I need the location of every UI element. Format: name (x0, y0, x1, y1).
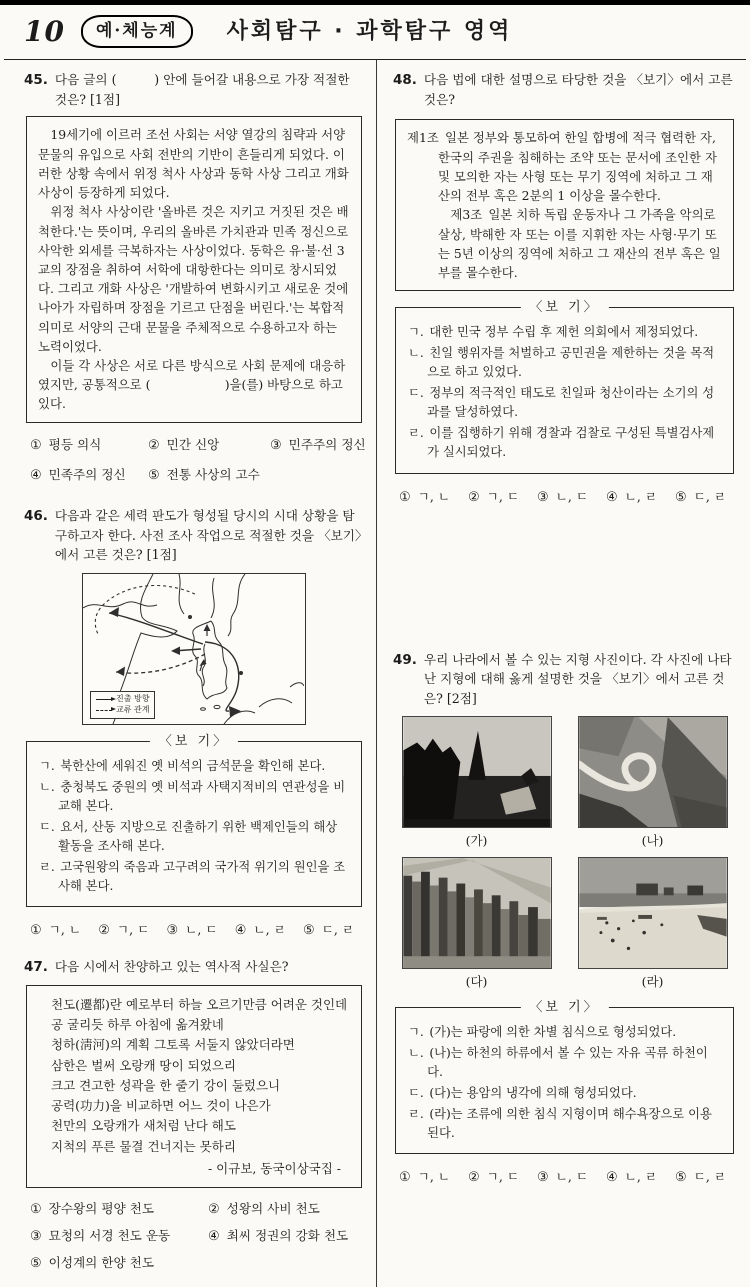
question-47 (24, 957, 364, 1275)
option: ③ ㄴ, ㄷ (166, 921, 218, 938)
option: ⑤ 이성계의 한양 천도 (30, 1255, 154, 1272)
question-45-passage-box (26, 116, 362, 422)
bogi-item: ㄴ. (나)는 하천의 하류에서 볼 수 있는 자유 곡류 하천이다. (408, 1045, 708, 1080)
question-49-bogi-box (395, 999, 734, 1154)
legend-label: 진출 방향 (116, 693, 150, 703)
option: ① 평등 의식 (30, 436, 102, 453)
question-49-photo-grid (393, 716, 736, 991)
option: ③ 민주주의 정신 (270, 436, 366, 453)
question-46-number: 46. (24, 507, 48, 524)
photo-label-ra: (라) (641, 973, 664, 989)
option: ⑤ 전통 사상의 고수 (148, 466, 260, 483)
bogi-title: 〈보 기〉 (520, 298, 608, 318)
passage-paragraph: 위정 척사 사상이란 '올바른 것은 지키고 거짓된 것은 배척한다.'는 뜻이며, 우리의 올바른 가치관과 민족 정신으로 사악한 외세를 극복하자는 사상이었다. 동학은 유·불·선 3교의 장점을 취하여 서학에 대항한다는 의미로 창시되었다. 그리고 개화 사상은 '개발하여 변화시키고 새로운 것에 나아가 자립하며 장점을 기르고 단점을 버린다.'는 복합적 의미로 서양의 근대 문물을 주체적으로 수용하고자 하는 노력이었다. (38, 204, 349, 354)
poem-line: 청하(淸河)의 계획 그토록 서둘지 않았더라면 (51, 1037, 295, 1053)
option: ③ ㄴ, ㄷ (537, 488, 588, 505)
option: ② 성왕의 사비 천도 (208, 1201, 320, 1218)
two-column-body (0, 60, 750, 1286)
question-47-poem-box (26, 985, 362, 1188)
option: ② 민간 신앙 (148, 436, 220, 453)
bogi-title: 〈보 기〉 (150, 732, 238, 752)
photo-cell (578, 857, 728, 991)
track-badge: 예·체능계 (81, 15, 193, 48)
passage-paragraph: 19세기에 이르러 조선 사회는 서양 열강의 침략과 서양 문물의 유입으로 사회 전반의 기반이 흔들리게 되었다. 이러한 상황 속에서 위정 척사 사상과 동학 사상 그리고 개화 사상이 등장하게 되었다. (38, 127, 349, 201)
question-48-law-box (395, 119, 734, 291)
photo-ra-beach-image (578, 857, 728, 969)
question-48-number: 48. (393, 72, 417, 89)
exam-section-title: 사회탐구 · 과학탐구 영역 (226, 18, 513, 44)
option: ⑤ ㄷ, ㄹ (675, 1169, 726, 1186)
photo-label-ga: (가) (465, 833, 488, 849)
photo-cell (402, 716, 552, 850)
dashed-arrow-icon (96, 710, 112, 711)
bogi-item: ㄱ. (가)는 파랑에 의한 차별 침식으로 형성되었다. (408, 1024, 677, 1039)
question-46 (24, 506, 364, 941)
option: ④ 최씨 정권의 강화 천도 (208, 1228, 349, 1245)
question-45-stem: 다음 글의 ( ) 안에 들어갈 내용으로 가장 적절한 것은? [1점] (54, 72, 350, 107)
question-45 (24, 70, 364, 486)
law-article: 제1조 일본 정부와 통모하여 한일 합병에 적극 협력한 자, 한국의 주권을 침해하는 조약 또는 문서에 조인한 자 및 모의한 자는 사형 또는 무기 징역에 처하고 그 재산의 전부 혹은 2분의 1 이상을 몰수한다. (407, 130, 717, 204)
option: ① ㄱ, ㄴ (399, 1169, 450, 1186)
option: ② ㄱ, ㄷ (468, 488, 519, 505)
bogi-item: ㄹ. 이를 집행하기 위해 경찰과 검찰로 구성된 특별검사제가 실시되었다. (408, 426, 715, 460)
question-48-options (393, 484, 736, 508)
photo-label-na: (나) (641, 833, 664, 849)
question-46-bogi-box (26, 733, 362, 907)
right-column (376, 60, 750, 1286)
photo-cell (402, 857, 552, 991)
photo-na-incised-meander-image (578, 716, 728, 828)
legend-row-exchange (96, 705, 149, 716)
bogi-item: ㄷ. 요서, 산동 지방으로 진출하기 위한 백제인들의 해상 활동을 조사해 본다. (39, 819, 338, 853)
question-46-stem: 다음과 같은 세력 판도가 형성될 당시의 시대 상황을 탐구하고자 한다. 사전 조사 작업으로 적절한 것을 〈보기〉에서 고른 것은? [1점] (54, 507, 362, 563)
bogi-item: ㄹ. 고국원왕의 죽음과 고구려의 국가적 위기의 원인을 조사해 본다. (39, 859, 346, 893)
question-45-number: 45. (24, 72, 48, 89)
question-47-number: 47. (24, 959, 48, 975)
poem-attribution: - 이규보, 동국이상국집 - (207, 1160, 341, 1176)
map-legend (90, 691, 155, 719)
bogi-item: ㄴ. 충청북도 중원의 옛 비석과 사택지적비의 연관성을 비교해 본다. (39, 779, 346, 813)
law-article: 제3조 일본 치하 독립 운동자나 그 가족을 악의로 살상, 박해한 자 또는 이를 지휘한 자는 사형·무기 또는 5년 이상의 징역에 처하고 그 재산의 전부 혹은 일부를 몰수한다. (438, 207, 721, 280)
option: ① 장수왕의 평양 천도 (30, 1201, 154, 1218)
option: ① ㄱ, ㄴ (30, 921, 81, 938)
question-49 (393, 650, 736, 1189)
question-48-bogi-box (395, 300, 734, 473)
question-48 (393, 70, 736, 507)
photo-da-columnar-joint-image (402, 857, 552, 969)
bogi-title: 〈보 기〉 (520, 998, 608, 1018)
poem-line: 공 굴리듯 하루 아침에 옮겨왔네 (51, 1017, 224, 1033)
left-column (0, 60, 376, 1286)
option: ④ 민족주의 정신 (30, 466, 126, 483)
poem-line: 공력(功力)을 비교하면 어느 것이 나은가 (51, 1098, 271, 1114)
option: ② ㄱ, ㄷ (468, 1169, 519, 1186)
solid-arrow-icon (96, 699, 112, 700)
bogi-item: ㄱ. 대한 민국 정부 수립 후 제헌 의회에서 제정되었다. (408, 325, 699, 340)
option: ① ㄱ, ㄴ (399, 488, 450, 505)
option: ③ ㄴ, ㄷ (537, 1169, 588, 1186)
bogi-item: ㄷ. 정부의 적극적인 태도로 친일파 청산이라는 소기의 성과를 달성하였다. (408, 386, 715, 420)
question-48-stem: 다음 법에 대한 설명으로 타당한 것을 〈보기〉에서 고른 것은? (423, 72, 733, 107)
question-49-options (393, 1164, 736, 1188)
page-number: 10 (24, 15, 65, 48)
poem-line: 삼한은 벌써 오랑캐 땅이 되었으리 (51, 1057, 236, 1073)
photo-ga-rocky-coast-image (402, 716, 552, 828)
passage-paragraph: 이들 각 사상은 서로 다른 방식으로 사회 문제에 대응하였지만, 공통적으로 ( )을(를) 바탕으로 하고 있다. (38, 358, 346, 412)
poem-line: 천만의 오랑캐가 새처럼 난다 해도 (51, 1118, 236, 1134)
question-46-options (24, 917, 364, 941)
page-header (0, 5, 750, 56)
bogi-item: ㄴ. 친일 행위자를 처벌하고 공민권을 제한하는 것을 목적으로 하고 있었다. (408, 346, 715, 380)
bogi-item: ㄹ. (라)는 조류에 의한 침식 지형이며 해수욕장으로 이용된다. (408, 1107, 712, 1141)
bogi-item: ㄱ. 북한산에 세워진 옛 비석의 금석문을 확인해 본다. (39, 758, 326, 773)
option: ⑤ ㄷ, ㄹ (303, 921, 354, 938)
photo-label-da: (다) (465, 973, 488, 989)
question-47-stem: 다음 시에서 찬양하고 있는 역사적 사실은? (54, 959, 289, 974)
poem-line: 천도(遷都)란 예로부터 하늘 오르기만큼 어려운 것인데 (51, 996, 348, 1012)
question-47-options (24, 1196, 364, 1274)
option: ⑤ ㄷ, ㄹ (675, 488, 726, 505)
poem-line: 지척의 푸른 물결 건너지는 못하리 (51, 1138, 236, 1154)
option: ④ ㄴ, ㄹ (606, 488, 657, 505)
option: ④ ㄴ, ㄹ (234, 921, 286, 938)
poem-line: 크고 견고한 성곽을 한 줄기 강이 둘렀으니 (51, 1077, 281, 1093)
question-49-number: 49. (393, 651, 417, 668)
legend-row-advance (96, 694, 149, 705)
option: ④ ㄴ, ㄹ (606, 1169, 657, 1186)
bogi-item: ㄷ. (다)는 용암의 냉각에 의해 형성되었다. (408, 1086, 637, 1101)
question-46-map-figure (82, 573, 306, 725)
legend-label: 교류 관계 (116, 704, 150, 714)
option: ③ 묘청의 서경 천도 운동 (30, 1228, 171, 1245)
option: ② ㄱ, ㄷ (98, 921, 150, 938)
question-45-options (24, 432, 364, 486)
question-49-stem: 우리 나라에서 볼 수 있는 지형 사진이다. 각 사진에 나타난 지형에 대해 옳게 설명한 것을 〈보기〉에서 고른 것은? [2점] (423, 651, 732, 706)
photo-cell (578, 716, 728, 850)
